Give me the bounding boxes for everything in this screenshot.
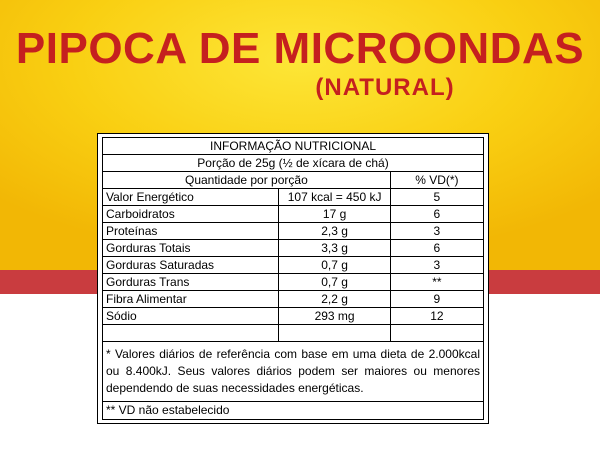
nutrient-amount: 293 mg bbox=[279, 308, 390, 325]
table-heading-row bbox=[103, 138, 484, 155]
table-row bbox=[103, 274, 484, 291]
nutrient-amount: 2,2 g bbox=[279, 291, 390, 308]
nutrient-vd: 3 bbox=[390, 223, 483, 240]
nutrient-vd: 6 bbox=[390, 206, 483, 223]
nutrient-amount: 3,3 g bbox=[279, 240, 390, 257]
portion-row bbox=[103, 155, 484, 172]
nutrient-vd: 3 bbox=[390, 257, 483, 274]
nutrient-name: Proteínas bbox=[103, 223, 279, 240]
nutrient-vd: ** bbox=[390, 274, 483, 291]
nutrient-amount: 107 kcal = 450 kJ bbox=[279, 189, 390, 206]
nutrient-vd: 6 bbox=[390, 240, 483, 257]
nutrient-name: Gorduras Trans bbox=[103, 274, 279, 291]
subtitle-text: (NATURAL) bbox=[315, 74, 455, 101]
vd-header: % VD(*) bbox=[390, 172, 483, 189]
table-row bbox=[103, 257, 484, 274]
nutrient-name: Carboidratos bbox=[103, 206, 279, 223]
nutrient-amount: 17 g bbox=[279, 206, 390, 223]
nutrient-amount: 0,7 g bbox=[279, 274, 390, 291]
empty-cell bbox=[390, 325, 483, 342]
table-row bbox=[103, 291, 484, 308]
table-row bbox=[103, 189, 484, 206]
page-subtitle bbox=[0, 74, 600, 102]
portion-text: Porção de 25g (½ de xícara de chá) bbox=[103, 155, 484, 172]
page-title: PIPOCA DE MICROONDAS bbox=[15, 24, 585, 73]
nutrition-table bbox=[102, 137, 484, 420]
table-row bbox=[103, 308, 484, 325]
empty-cell bbox=[103, 325, 279, 342]
nutrient-amount: 2,3 g bbox=[279, 223, 390, 240]
footnote2-row bbox=[103, 402, 484, 420]
table-heading: INFORMAÇÃO NUTRICIONAL bbox=[103, 138, 484, 155]
nutrient-amount: 0,7 g bbox=[279, 257, 390, 274]
empty-cell bbox=[279, 325, 390, 342]
table-row bbox=[103, 206, 484, 223]
footnote-text: * Valores diários de referência com base em uma dieta de 2.000kcal ou 8.400kJ. Seus valores diários podem ser maiores ou menores dependendo de suas necessidades energéticas. bbox=[103, 342, 484, 402]
footnote-row bbox=[103, 342, 484, 402]
nutrient-vd: 5 bbox=[390, 189, 483, 206]
quantity-header: Quantidade por porção bbox=[103, 172, 391, 189]
table-row bbox=[103, 240, 484, 257]
footnote2-text: ** VD não estabelecido bbox=[103, 402, 484, 420]
nutrient-name: Fibra Alimentar bbox=[103, 291, 279, 308]
column-header-row bbox=[103, 172, 484, 189]
empty-row bbox=[103, 325, 484, 342]
nutrition-panel bbox=[97, 133, 489, 424]
nutrient-name: Gorduras Saturadas bbox=[103, 257, 279, 274]
nutrient-vd: 9 bbox=[390, 291, 483, 308]
nutrient-name: Gorduras Totais bbox=[103, 240, 279, 257]
nutrient-vd: 12 bbox=[390, 308, 483, 325]
nutrient-name: Sódio bbox=[103, 308, 279, 325]
table-row bbox=[103, 223, 484, 240]
nutrition-table-wrapper bbox=[102, 137, 484, 420]
nutrient-name: Valor Energético bbox=[103, 189, 279, 206]
